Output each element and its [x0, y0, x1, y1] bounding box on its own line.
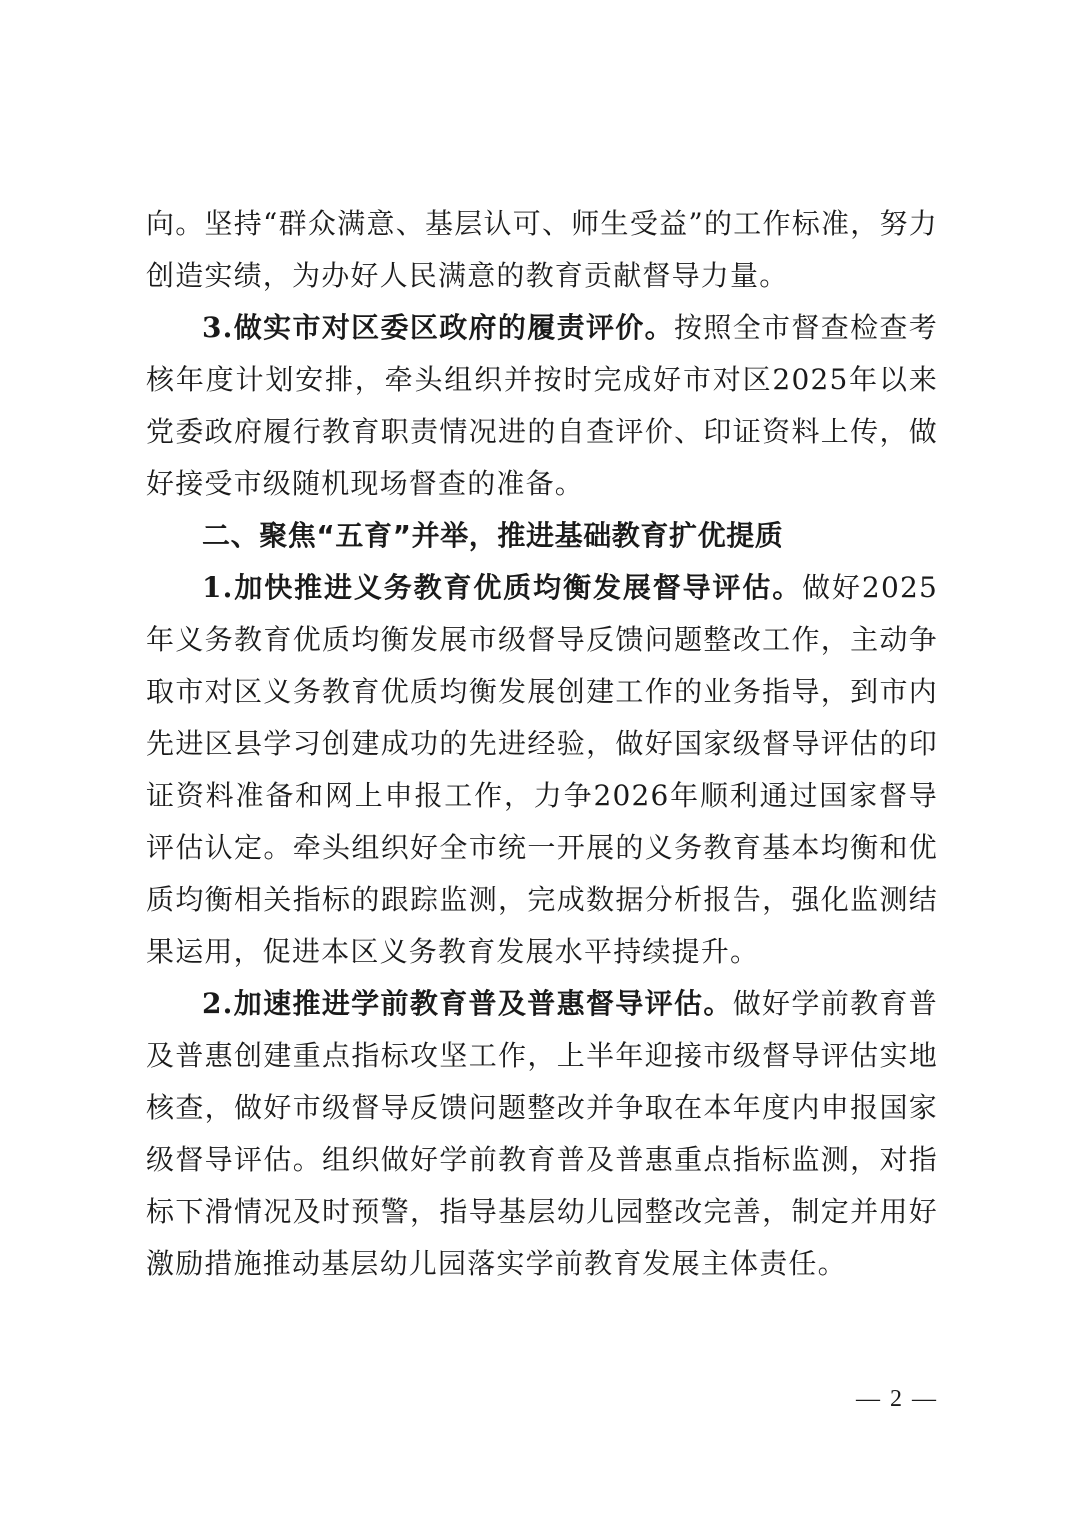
paragraph-lead: 2.加速推进学前教育普及普惠督导评估。	[202, 987, 733, 1020]
section-heading	[146, 510, 938, 562]
paragraph-text: 按照全市督查检查考核年度计划安排，牵头组织并按时完成好市对区2025年以来党委政府履行教育职责情况进的自查评价、印证资料上传，做好接受市级随机现场督查的准备。	[146, 311, 938, 500]
paragraph-lead: 1.加快推进义务教育优质均衡发展督导评估。	[202, 571, 803, 604]
paragraph-text: 做好2025年义务教育优质均衡发展市级督导反馈问题整改工作，主动争取市对区义务教育优质均衡发展创建工作的业务指导，到市内先进区县学习创建成功的先进经验，做好国家级督导评估的印证资料准备和网上申报工作，力争2026年顺利通过国家督导评估认定。牵头组织好全市统一开展的义务教育基本均衡和优质均衡相关指标的跟踪监测，完成数据分析报告，强化监测结果运用，促进本区义务教育发展水平持续提升。	[146, 571, 938, 968]
paragraph-duty-evaluation	[146, 302, 938, 510]
page-number: — 2 —	[856, 1386, 938, 1412]
paragraph-lead: 3.做实市对区委区政府的履责评价。	[202, 311, 674, 344]
paragraph-text: 做好学前教育普及普惠创建重点指标攻坚工作，上半年迎接市级督导评估实地核查，做好市级督导反馈问题整改并争取在本年度内申报国家级督导评估。组织做好学前教育普及普惠重点指标监测，对指标下滑情况及时预警，指导基层幼儿园整改完善，制定并用好激励措施推动基层幼儿园落实学前教育发展主体责任。	[146, 987, 938, 1280]
paragraph-preschool-education	[146, 978, 938, 1290]
document-body	[146, 198, 938, 1290]
paragraph-compulsory-education	[146, 562, 938, 978]
paragraph-continuation	[146, 198, 938, 302]
section-heading-text: 二、聚焦“五育”并举，推进基础教育扩优提质	[202, 519, 784, 552]
paragraph-text: 向。坚持“群众满意、基层认可、师生受益”的工作标准，努力创造实绩，为办好人民满意的教育贡献督导力量。	[146, 207, 938, 292]
